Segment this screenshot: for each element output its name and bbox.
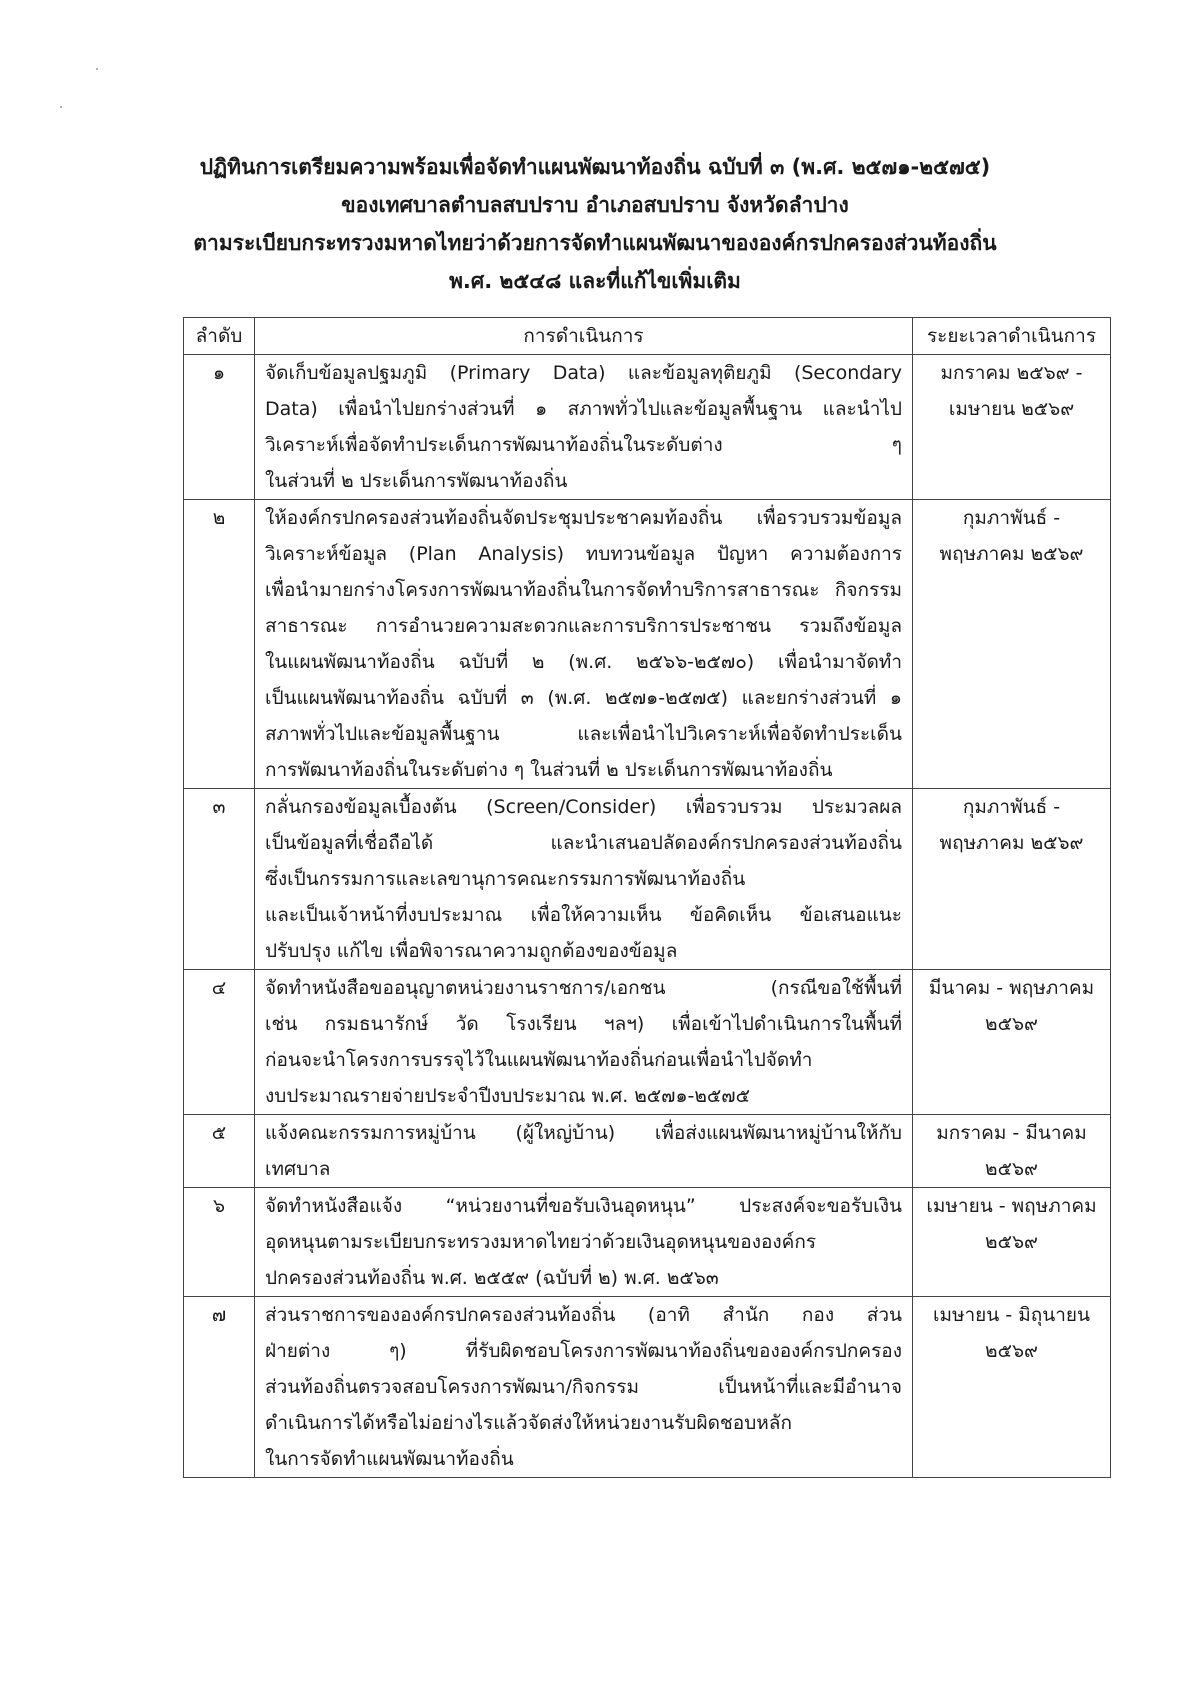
row-number: ๖	[184, 1188, 255, 1297]
header-period: ระยะเวลาดำเนินการ	[913, 318, 1111, 355]
table-header-row	[184, 318, 1111, 355]
period-line: เมษายน ๒๕๖๙	[948, 398, 1075, 420]
row-number: ๒	[184, 500, 255, 789]
period-line: พฤษภาคม ๒๕๖๙	[939, 832, 1084, 854]
action-line: ปรับปรุง แก้ไข เพื่อพิจารณาความถูกต้องของข้อมูล	[265, 940, 678, 962]
period-line: มกราคม ๒๕๖๙ -	[940, 362, 1083, 384]
period-line: มีนาคม - พฤษภาคม	[928, 977, 1095, 999]
row-period	[913, 355, 1111, 500]
table-row	[184, 1188, 1111, 1297]
table-row	[184, 789, 1111, 970]
action-line: ซึ่งเป็นกรรมการและเลขานุการคณะกรรมการพัฒนาท้องถิ่น	[265, 868, 746, 890]
action-line: เพื่อนำมายกร่างโครงการพัฒนาท้องถิ่นในการจัดทำบริการสาธารณะ กิจกรรม	[265, 579, 902, 601]
table-row	[184, 500, 1111, 789]
period-line: กุมภาพันธ์ -	[962, 796, 1061, 818]
period-line: พฤษภาคม ๒๕๖๙	[939, 543, 1084, 565]
action-line: กลั่นกรองข้อมูลเบื้องต้น (Screen/Consider) เพื่อรวบรวม ประมวลผล	[265, 796, 902, 818]
action-line: ส่วนราชการขององค์กรปกครองส่วนท้องถิ่น (อาทิ สำนัก กอง ส่วน	[265, 1304, 902, 1326]
row-period	[913, 1297, 1111, 1478]
document-title	[0, 148, 1190, 300]
header-action: การดำเนินการ	[255, 318, 913, 355]
row-action	[255, 500, 913, 789]
row-action	[255, 355, 913, 500]
title-line: ปฏิทินการเตรียมความพร้อมเพื่อจัดทำแผนพัฒนาท้องถิ่น ฉบับที่ ๓ (พ.ศ. ๒๕๗๑-๒๕๗๕)	[199, 155, 991, 179]
action-line: วิเคราะห์ข้อมูล (Plan Analysis) ทบทวนข้อมูล ปัญหา ความต้องการ	[265, 543, 902, 565]
row-number: ๔	[184, 970, 255, 1115]
period-line: กุมภาพันธ์ -	[962, 507, 1061, 529]
row-number: ๑	[184, 355, 255, 500]
action-line: เป็นแผนพัฒนาท้องถิ่น ฉบับที่ ๓ (พ.ศ. ๒๕๗๑-๒๕๗๕) และยกร่างส่วนที่ ๑	[265, 687, 902, 709]
table-row	[184, 970, 1111, 1115]
action-line: งบประมาณรายจ่ายประจำปีงบประมาณ พ.ศ. ๒๕๗๑-๒๕๗๕	[265, 1085, 750, 1107]
period-line: ๒๕๖๙	[985, 1340, 1038, 1362]
action-line: ในส่วนที่ ๒ ประเด็นการพัฒนาท้องถิ่น	[265, 470, 568, 492]
action-line: สภาพทั่วไปและข้อมูลพื้นฐาน และเพื่อนำไปวิเคราะห์เพื่อจัดทำประเด็น	[265, 723, 902, 745]
schedule-table	[183, 317, 1111, 1478]
period-line: ๒๕๖๙	[985, 1158, 1038, 1180]
table-row	[184, 355, 1111, 500]
row-period	[913, 970, 1111, 1115]
row-period	[913, 500, 1111, 789]
action-line: วิเคราะห์เพื่อจัดทำประเด็นการพัฒนาท้องถิ่นในระดับต่าง ๆ	[265, 434, 902, 456]
action-line: ปกครองส่วนท้องถิ่น พ.ศ. ๒๕๕๙ (ฉบับที่ ๒) พ.ศ. ๒๕๖๓	[265, 1267, 719, 1289]
action-line: เทศบาล	[265, 1158, 331, 1180]
action-line: ให้องค์กรปกครองส่วนท้องถิ่นจัดประชุมประชาคมท้องถิ่น เพื่อรวบรวมข้อมูล	[265, 507, 902, 529]
action-line: ดำเนินการได้หรือไม่อย่างไรแล้วจัดส่งให้หน่วยงานรับผิดชอบหลัก	[265, 1412, 792, 1434]
action-line: ก่อนจะนำโครงการบรรจุไว้ในแผนพัฒนาท้องถิ่นก่อนเพื่อนำไปจัดทำ	[265, 1049, 813, 1071]
action-line: ส่วนท้องถิ่นตรวจสอบโครงการพัฒนา/กิจกรรม เป็นหน้าที่และมีอำนาจ	[265, 1376, 902, 1398]
action-line: อุดหนุนตามระเบียบกระทรวงมหาดไทยว่าด้วยเงินอุดหนุนขององค์กร	[265, 1231, 817, 1253]
scan-speck	[60, 106, 62, 108]
period-line: ๒๕๖๙	[985, 1231, 1038, 1253]
action-line: ในการจัดทำแผนพัฒนาท้องถิ่น	[265, 1448, 514, 1470]
row-action	[255, 970, 913, 1115]
table-row	[184, 1297, 1111, 1478]
action-line: การพัฒนาท้องถิ่นในระดับต่าง ๆ ในส่วนที่ ๒ ประเด็นการพัฒนาท้องถิ่น	[265, 759, 833, 781]
row-period	[913, 1188, 1111, 1297]
title-line: ตามระเบียบกระทรวงมหาดไทยว่าด้วยการจัดทำแผนพัฒนาขององค์กรปกครองส่วนท้องถิ่น	[193, 231, 997, 255]
period-line: เมษายน - มิถุนายน	[932, 1304, 1091, 1326]
row-action	[255, 1188, 913, 1297]
title-line: ของเทศบาลตำบลสบปราบ อำเภอสบปราบ จังหวัดลำปาง	[341, 193, 849, 217]
scan-speck	[96, 68, 98, 70]
period-line: ๒๕๖๙	[985, 1013, 1038, 1035]
row-action	[255, 1297, 913, 1478]
action-line: และเป็นเจ้าหน้าที่งบประมาณ เพื่อให้ความเห็น ข้อคิดเห็น ข้อเสนอแนะ	[265, 904, 902, 926]
period-line: มกราคม - มีนาคม	[936, 1122, 1087, 1144]
header-order: ลำดับ	[184, 318, 255, 355]
title-line: พ.ศ. ๒๕๔๘ และที่แก้ไขเพิ่มเติม	[449, 269, 741, 293]
row-action	[255, 1115, 913, 1188]
action-line: เช่น กรมธนารักษ์ วัด โรงเรียน ฯลฯ) เพื่อเข้าไปดำเนินการในพื้นที่	[265, 1013, 902, 1035]
action-line: สาธารณะ การอำนวยความสะดวกและการบริการประชาชน รวมถึงข้อมูล	[265, 615, 902, 637]
period-line: เมษายน - พฤษภาคม	[926, 1195, 1097, 1217]
action-line: จัดทำหนังสือขออนุญาตหน่วยงานราชการ/เอกชน (กรณีขอใช้พื้นที่	[265, 977, 902, 999]
row-number: ๓	[184, 789, 255, 970]
action-line: จัดเก็บข้อมูลปฐมภูมิ (Primary Data) และข้อมูลทุติยภูมิ (Secondary	[265, 362, 902, 384]
row-period	[913, 1115, 1111, 1188]
table-row	[184, 1115, 1111, 1188]
action-line: Data) เพื่อนำไปยกร่างส่วนที่ ๑ สภาพทั่วไปและข้อมูลพื้นฐาน และนำไป	[265, 398, 902, 420]
row-period	[913, 789, 1111, 970]
action-line: ฝ่ายต่าง ๆ) ที่รับผิดชอบโครงการพัฒนาท้องถิ่นขององค์กรปกครอง	[265, 1340, 902, 1362]
action-line: เป็นข้อมูลที่เชื่อถือได้ และนำเสนอปลัดองค์กรปกครองส่วนท้องถิ่น	[265, 832, 902, 854]
action-line: แจ้งคณะกรรมการหมู่บ้าน (ผู้ใหญ่บ้าน) เพื่อส่งแผนพัฒนาหมู่บ้านให้กับ	[265, 1122, 902, 1144]
row-number: ๕	[184, 1115, 255, 1188]
action-line: จัดทำหนังสือแจ้ง “หน่วยงานที่ขอรับเงินอุดหนุน” ประสงค์จะขอรับเงิน	[265, 1195, 902, 1217]
action-line: ในแผนพัฒนาท้องถิ่น ฉบับที่ ๒ (พ.ศ. ๒๕๖๖-๒๕๗๐) เพื่อนำมาจัดทำ	[265, 651, 902, 673]
row-number: ๗	[184, 1297, 255, 1478]
row-action	[255, 789, 913, 970]
